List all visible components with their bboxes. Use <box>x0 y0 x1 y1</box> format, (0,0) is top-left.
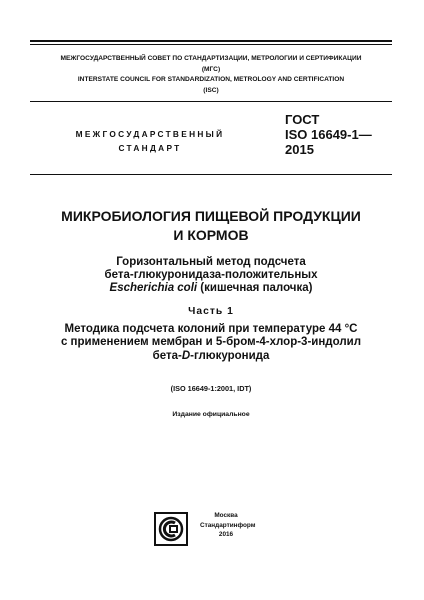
iso-reference: (ISO 16649-1:2001, IDT) <box>170 384 252 393</box>
designation-rule <box>30 174 392 175</box>
organism-common-name: (кишечная палочка) <box>197 282 313 294</box>
council-name-en: INTERSTATE COUNCIL FOR STANDARDIZATION, METROLOGY AND CERTIFICATION <box>77 76 345 83</box>
publisher-name: Стандартинформ <box>200 521 256 529</box>
standard-type-line2: СТАНДАРТ <box>118 143 182 153</box>
subtitle-line3 <box>30 282 392 295</box>
designation-line2: ISO 16649-1— <box>285 127 372 142</box>
council-header <box>30 54 392 96</box>
document-subtitle <box>30 256 392 295</box>
council-abbr-en: (ISC) <box>203 86 219 94</box>
organism-name: Escherichia coli <box>109 282 198 294</box>
part-number: Часть 1 <box>188 306 234 317</box>
council-abbr-ru: (МГС) <box>201 65 221 73</box>
title-line2: И КОРМОВ <box>173 226 249 243</box>
standartinform-logo-icon <box>154 512 188 546</box>
method-line2: с применением мембран и 5-бром-4-хлор-3-индолил <box>60 336 362 349</box>
designation-line3: 2015 <box>285 142 314 157</box>
standard-type-label <box>70 127 230 155</box>
document-title <box>30 207 392 244</box>
subtitle-line2: бета-глюкуронидаза-положительных <box>104 269 318 281</box>
official-edition-note: Издание официальное <box>172 411 250 418</box>
publication-year: 2016 <box>218 531 234 538</box>
council-rule <box>30 101 392 102</box>
standard-designation <box>285 112 372 157</box>
method-title <box>30 323 392 363</box>
designation-line1: ГОСТ <box>285 112 320 127</box>
council-name-ru: МЕЖГОСУДАРСТВЕННЫЙ СОВЕТ ПО СТАНДАРТИЗАЦИИ, МЕТРОЛОГИИ И СЕРТИФИКАЦИИ <box>60 55 362 62</box>
title-line1: МИКРОБИОЛОГИЯ ПИЩЕВОЙ ПРОДУКЦИИ <box>61 208 361 224</box>
publisher-city: Москва <box>214 512 238 519</box>
top-rule-thin <box>30 44 392 45</box>
method-line3 <box>30 350 392 363</box>
publisher-block <box>200 511 256 540</box>
standard-type-line1: МЕЖГОСУДАРСТВЕННЫЙ <box>75 129 225 139</box>
method-line3-italic: D <box>181 349 191 362</box>
subtitle-line1: Горизонтальный метод подсчета <box>116 256 306 268</box>
method-line3-post: -глюкуронида <box>190 349 270 362</box>
top-rule-thick <box>30 40 392 42</box>
method-line1: Методика подсчета колоний при температуре 44 °С <box>64 323 358 335</box>
method-line3-pre: бета- <box>152 349 182 362</box>
